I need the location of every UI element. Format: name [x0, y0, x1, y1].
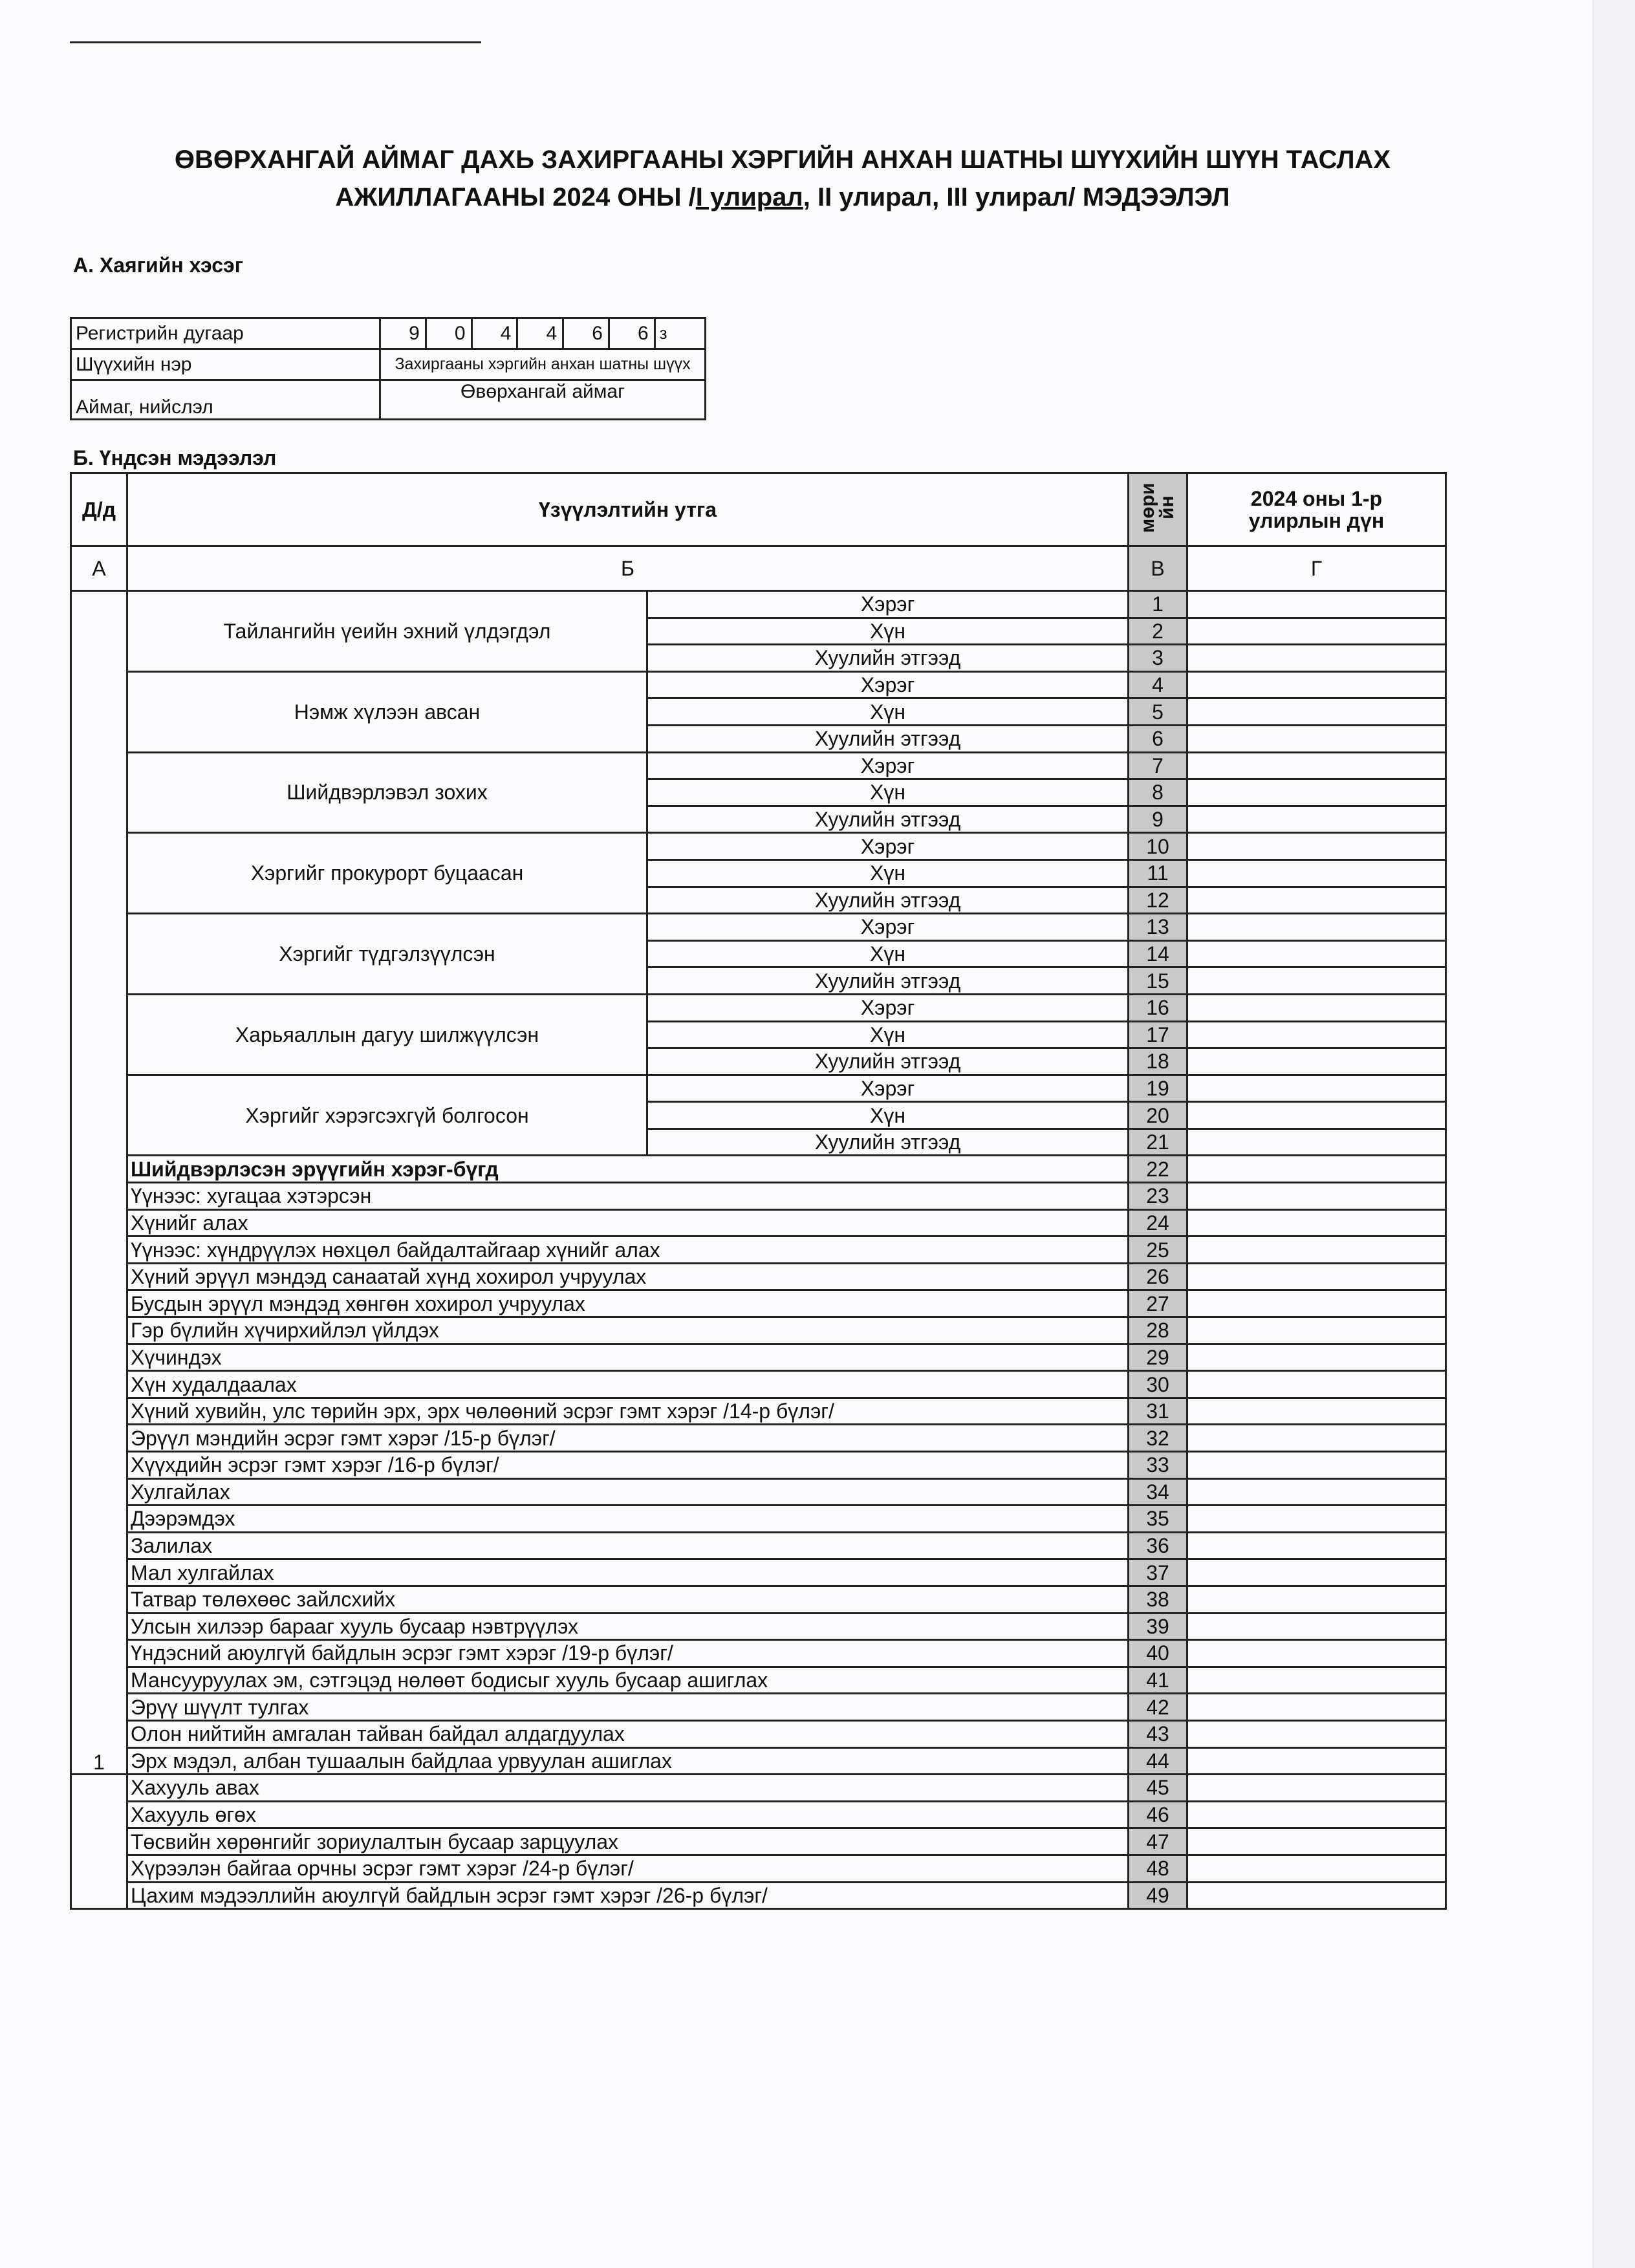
item-label: Татвар төлөхөөс зайлсхийх — [127, 1586, 1129, 1613]
registry-digit: 9 — [380, 318, 426, 349]
row-number: 41 — [1129, 1667, 1187, 1694]
row-number: 6 — [1129, 725, 1187, 752]
row-index: 1 — [71, 591, 127, 1775]
row-number: 33 — [1129, 1452, 1187, 1479]
item-label: Шийдвэрлэсэн эрүүгийн хэрэг-бүгд — [127, 1156, 1129, 1183]
table-row — [71, 1775, 1446, 1802]
table-row — [71, 752, 1446, 779]
group-label: Хэргийг түдгэлзүүлсэн — [127, 914, 647, 995]
row-number: 42 — [1129, 1694, 1187, 1721]
sub-label: Хуулийн этгээд — [647, 725, 1129, 752]
value-cell — [1187, 1048, 1446, 1075]
header-value-line-1: 2024 оны 1-р — [1250, 487, 1383, 510]
group-label: Нэмж хүлээн авсан — [127, 671, 647, 752]
registry-digit: 4 — [517, 318, 563, 349]
value-cell — [1187, 1398, 1446, 1425]
table-row — [71, 1747, 1446, 1775]
table-row — [71, 1156, 1446, 1183]
title-prefix: АЖИЛЛАГААНЫ 2024 ОНЫ / — [335, 183, 696, 211]
table-row — [71, 1694, 1446, 1721]
row-index — [71, 1775, 127, 1909]
table-row — [71, 1559, 1446, 1586]
row-number: 12 — [1129, 887, 1187, 914]
item-label: Эрх мэдэл, албан тушаалын байдлаа урвуулан ашиглах — [127, 1747, 1129, 1775]
row-number: 4 — [1129, 671, 1187, 698]
top-rule — [70, 41, 481, 43]
sub-label: Хүн — [647, 698, 1129, 726]
value-cell — [1187, 1263, 1446, 1290]
row-number: 3 — [1129, 645, 1187, 672]
value-cell — [1187, 940, 1446, 967]
value-cell — [1187, 752, 1446, 779]
value-cell — [1187, 1371, 1446, 1398]
registry-table — [70, 317, 706, 420]
sub-label: Хэрэг — [647, 671, 1129, 698]
letter-a: А — [71, 546, 127, 591]
row-number: 13 — [1129, 914, 1187, 941]
registry-digit: 0 — [426, 318, 471, 349]
row-number: 31 — [1129, 1398, 1187, 1425]
value-cell — [1187, 1801, 1446, 1828]
row-number: 30 — [1129, 1371, 1187, 1398]
value-cell — [1187, 1586, 1446, 1613]
row-number: 27 — [1129, 1290, 1187, 1317]
row-number: 28 — [1129, 1317, 1187, 1345]
table-row — [71, 1425, 1446, 1452]
group-label: Харьяаллын дагуу шилжүүлсэн — [127, 994, 647, 1075]
header-value — [1187, 473, 1446, 546]
value-cell — [1187, 1478, 1446, 1506]
registry-digit: 6 — [609, 318, 655, 349]
value-cell — [1187, 887, 1446, 914]
table-row — [71, 1640, 1446, 1667]
sub-label: Хүн — [647, 1021, 1129, 1048]
table-row — [71, 1801, 1446, 1828]
item-label: Залилах — [127, 1532, 1129, 1559]
row-number: 38 — [1129, 1586, 1187, 1613]
table-row — [71, 1290, 1446, 1317]
letter-c: В — [1129, 546, 1187, 591]
table-row — [71, 1586, 1446, 1613]
value-cell — [1187, 1209, 1446, 1237]
table-row — [71, 591, 1446, 618]
row-number: 21 — [1129, 1129, 1187, 1156]
group-label: Шийдвэрлэвэл зохих — [127, 752, 647, 833]
table-row — [71, 1317, 1446, 1345]
item-label: Мансууруулах эм, сэтгэцэд нөлөөт бодисыг хууль бусаар ашиглах — [127, 1667, 1129, 1694]
title-underlined: I улирал — [695, 183, 803, 211]
group-label: Хэргийг хэрэгсэхгүй болгосон — [127, 1075, 647, 1156]
header-row-number — [1129, 473, 1187, 546]
table-row — [71, 833, 1446, 860]
value-cell — [1187, 1237, 1446, 1264]
row-number: 23 — [1129, 1183, 1187, 1210]
table-row — [71, 1828, 1446, 1855]
item-label: Хахууль авах — [127, 1775, 1129, 1802]
registry-digit: з — [655, 318, 705, 349]
item-label: Эрүү шүүлт тулгах — [127, 1694, 1129, 1721]
row-number: 9 — [1129, 806, 1187, 833]
table-row — [71, 994, 1446, 1021]
row-number: 20 — [1129, 1102, 1187, 1129]
row-number: 2 — [1129, 618, 1187, 645]
row-number: 37 — [1129, 1559, 1187, 1586]
value-cell — [1187, 1156, 1446, 1183]
value-cell — [1187, 1183, 1446, 1210]
value-cell — [1187, 1129, 1446, 1156]
sub-label: Хуулийн этгээд — [647, 1129, 1129, 1156]
value-cell — [1187, 618, 1446, 645]
header-row-number-text: мөри йн — [1137, 482, 1178, 533]
header-dd: Д/д — [71, 473, 127, 546]
table-row — [71, 1855, 1446, 1882]
value-cell — [1187, 1075, 1446, 1102]
value-cell — [1187, 1747, 1446, 1775]
value-cell — [1187, 833, 1446, 860]
row-number: 34 — [1129, 1478, 1187, 1506]
value-cell — [1187, 1613, 1446, 1640]
table-row — [71, 1882, 1446, 1909]
row-number: 16 — [1129, 994, 1187, 1021]
value-cell — [1187, 967, 1446, 995]
value-cell — [1187, 994, 1446, 1021]
row-number: 48 — [1129, 1855, 1187, 1882]
item-label: Хулгайлах — [127, 1478, 1129, 1506]
sub-label: Хүн — [647, 1102, 1129, 1129]
item-label: Хүний эрүүл мэндэд санаатай хүнд хохирол учруулах — [127, 1263, 1129, 1290]
table-row — [71, 1263, 1446, 1290]
table-row — [71, 1183, 1446, 1210]
item-label: Хахууль өгөх — [127, 1801, 1129, 1828]
value-cell — [1187, 1021, 1446, 1048]
sub-label: Хуулийн этгээд — [647, 806, 1129, 833]
row-number: 5 — [1129, 698, 1187, 726]
row-number: 25 — [1129, 1237, 1187, 1264]
value-cell — [1187, 591, 1446, 618]
value-cell — [1187, 859, 1446, 887]
item-label: Төсвийн хөрөнгийг зориулалтын бусаар зарцуулах — [127, 1828, 1129, 1855]
sub-label: Хуулийн этгээд — [647, 887, 1129, 914]
table-row — [71, 1478, 1446, 1506]
header-value-line-2: улирлын дүн — [1248, 509, 1385, 532]
item-label: Мал хулгайлах — [127, 1559, 1129, 1586]
row-number: 22 — [1129, 1156, 1187, 1183]
letter-d: Г — [1187, 546, 1446, 591]
item-label: Гэр бүлийн хүчирхийлэл үйлдэх — [127, 1317, 1129, 1345]
row-number: 1 — [1129, 591, 1187, 618]
row-number: 15 — [1129, 967, 1187, 995]
row-number: 45 — [1129, 1775, 1187, 1802]
value-cell — [1187, 806, 1446, 833]
row-number: 17 — [1129, 1021, 1187, 1048]
court-label: Шүүхийн нэр — [71, 349, 380, 380]
scan-edge — [1592, 0, 1635, 2268]
value-cell — [1187, 779, 1446, 806]
row-number: 11 — [1129, 859, 1187, 887]
table-row — [71, 671, 1446, 698]
sub-label: Хүн — [647, 859, 1129, 887]
item-label: Олон нийтийн амгалан тайван байдал алдагдуулах — [127, 1720, 1129, 1747]
row-number: 36 — [1129, 1532, 1187, 1559]
value-cell — [1187, 1775, 1446, 1802]
item-label: Бусдын эрүүл мэндэд хөнгөн хохирол учруулах — [127, 1290, 1129, 1317]
table-row — [71, 1667, 1446, 1694]
table-row — [71, 1398, 1446, 1425]
table-row — [71, 1344, 1446, 1371]
value-cell — [1187, 1828, 1446, 1855]
value-cell — [1187, 1290, 1446, 1317]
value-cell — [1187, 698, 1446, 726]
section-b-heading: Б. Үндсэн мэдээлэл — [73, 446, 277, 470]
document-title — [129, 141, 1436, 216]
item-label: Хүрээлэн байгаа орчны эсрэг гэмт хэрэг /24-р бүлэг/ — [127, 1855, 1129, 1882]
value-cell — [1187, 1559, 1446, 1586]
sub-label: Хүн — [647, 618, 1129, 645]
item-label: Дээрэмдэх — [127, 1506, 1129, 1533]
aimag-value: Өвөрхангай аймаг — [380, 380, 706, 420]
row-number: 29 — [1129, 1344, 1187, 1371]
row-number: 26 — [1129, 1263, 1187, 1290]
row-number: 18 — [1129, 1048, 1187, 1075]
table-row — [71, 1237, 1446, 1264]
item-label: Хүчиндэх — [127, 1344, 1129, 1371]
item-label: Үүнээс: хүндрүүлэх нөхцөл байдалтайгаар хүнийг алах — [127, 1237, 1129, 1264]
table-row — [71, 1613, 1446, 1640]
item-label: Эрүүл мэндийн эсрэг гэмт хэрэг /15-р бүлэг/ — [127, 1425, 1129, 1452]
value-cell — [1187, 645, 1446, 672]
item-label: Хүнийг алах — [127, 1209, 1129, 1237]
registry-digit: 4 — [471, 318, 517, 349]
row-number: 35 — [1129, 1506, 1187, 1533]
table-row — [71, 1532, 1446, 1559]
item-label: Хүүхдийн эсрэг гэмт хэрэг /16-р бүлэг/ — [127, 1452, 1129, 1479]
item-label: Үүнээс: хугацаа хэтэрсэн — [127, 1183, 1129, 1210]
value-cell — [1187, 671, 1446, 698]
header-indicator: Үзүүлэлтийн утга — [127, 473, 1129, 546]
row-number: 39 — [1129, 1613, 1187, 1640]
group-label: Тайлангийн үеийн эхний үлдэгдэл — [127, 591, 647, 672]
value-cell — [1187, 1855, 1446, 1882]
value-cell — [1187, 1425, 1446, 1452]
table-row — [71, 1209, 1446, 1237]
table-row — [71, 1506, 1446, 1533]
value-cell — [1187, 1720, 1446, 1747]
registry-digit: 6 — [563, 318, 609, 349]
row-number: 19 — [1129, 1075, 1187, 1102]
row-number: 10 — [1129, 833, 1187, 860]
value-cell — [1187, 1640, 1446, 1667]
value-cell — [1187, 1452, 1446, 1479]
value-cell — [1187, 1102, 1446, 1129]
value-cell — [1187, 1667, 1446, 1694]
sub-label: Хэрэг — [647, 914, 1129, 941]
value-cell — [1187, 1532, 1446, 1559]
table-row — [71, 1720, 1446, 1747]
row-number: 14 — [1129, 940, 1187, 967]
table-row — [71, 1371, 1446, 1398]
item-label: Хүний хувийн, улс төрийн эрх, эрх чөлөөний эсрэг гэмт хэрэг /14-р бүлэг/ — [127, 1398, 1129, 1425]
registry-label: Регистрийн дугаар — [71, 318, 380, 349]
sub-label: Хуулийн этгээд — [647, 967, 1129, 995]
value-cell — [1187, 1344, 1446, 1371]
sub-label: Хэрэг — [647, 752, 1129, 779]
sub-label: Хэрэг — [647, 833, 1129, 860]
item-label: Үндэсний аюулгүй байдлын эсрэг гэмт хэрэг /19-р бүлэг/ — [127, 1640, 1129, 1667]
main-table — [70, 472, 1447, 1910]
row-number: 32 — [1129, 1425, 1187, 1452]
value-cell — [1187, 1882, 1446, 1909]
item-label: Хүн худалдаалах — [127, 1371, 1129, 1398]
sub-label: Хэрэг — [647, 591, 1129, 618]
table-row — [71, 1452, 1446, 1479]
item-label: Цахим мэдээллийн аюулгүй байдлын эсрэг гэмт хэрэг /26-р бүлэг/ — [127, 1882, 1129, 1909]
sub-label: Хэрэг — [647, 1075, 1129, 1102]
table-row — [71, 914, 1446, 941]
title-line-1: ӨВӨРХАНГАЙ АЙМАГ ДАХЬ ЗАХИРГААНЫ ХЭРГИЙН АНХАН ШАТНЫ ШҮҮХИЙН ШҮҮН ТАСЛАХ — [174, 146, 1391, 174]
row-number: 8 — [1129, 779, 1187, 806]
sub-label: Хүн — [647, 779, 1129, 806]
sub-label: Хүн — [647, 940, 1129, 967]
letter-b: Б — [127, 546, 1129, 591]
sub-label: Хуулийн этгээд — [647, 645, 1129, 672]
value-cell — [1187, 1694, 1446, 1721]
title-suffix: , II улирал, III улирал/ МЭДЭЭЛЭЛ — [803, 183, 1230, 211]
table-row — [71, 1075, 1446, 1102]
value-cell — [1187, 914, 1446, 941]
row-number: 24 — [1129, 1209, 1187, 1237]
court-value: Захиргааны хэргийн анхан шатны шүүх — [380, 349, 706, 380]
sub-label: Хуулийн этгээд — [647, 1048, 1129, 1075]
title-line-2 — [129, 178, 1436, 216]
row-number: 46 — [1129, 1801, 1187, 1828]
aimag-label: Аймаг, нийслэл — [71, 380, 380, 420]
row-number: 40 — [1129, 1640, 1187, 1667]
sub-label: Хэрэг — [647, 994, 1129, 1021]
row-number: 44 — [1129, 1747, 1187, 1775]
value-cell — [1187, 725, 1446, 752]
section-a-heading: А. Хаягийн хэсэг — [73, 254, 244, 277]
row-number: 49 — [1129, 1882, 1187, 1909]
value-cell — [1187, 1506, 1446, 1533]
group-label: Хэргийг прокурорт буцаасан — [127, 833, 647, 914]
row-number: 43 — [1129, 1720, 1187, 1747]
row-number: 7 — [1129, 752, 1187, 779]
row-number: 47 — [1129, 1828, 1187, 1855]
item-label: Улсын хилээр барааг хууль бусаар нэвтрүүлэх — [127, 1613, 1129, 1640]
value-cell — [1187, 1317, 1446, 1345]
